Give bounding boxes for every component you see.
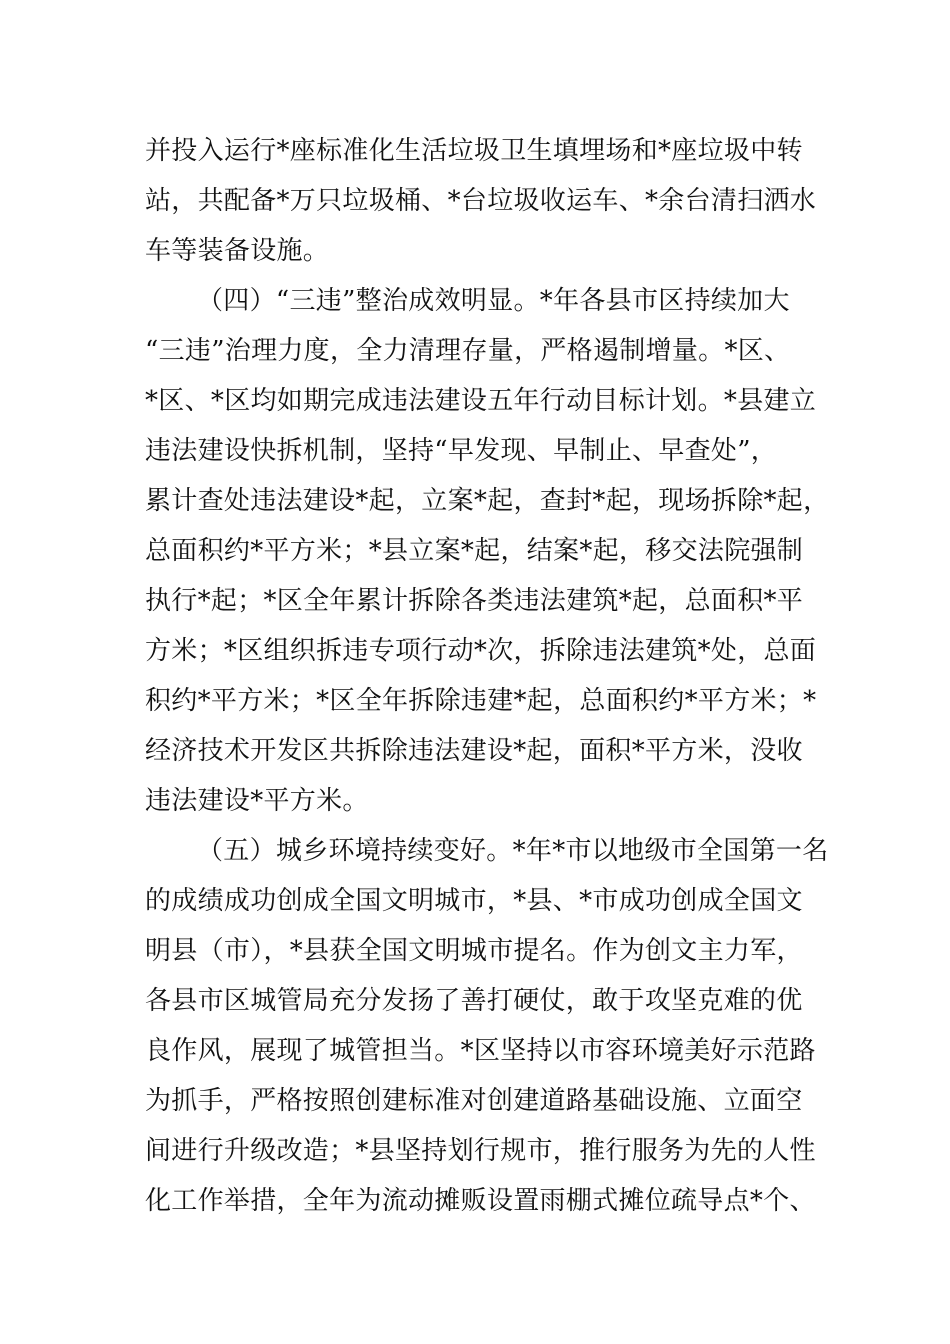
text-line: 化工作举措，全年为流动摊贩设置雨棚式摊位疏导点*个、 <box>145 1186 816 1216</box>
section-heading-line: （四）“三违”整治成效明显。*年各县市区持续加大 <box>197 286 790 316</box>
section-heading-line: （五）城乡环境持续变好。*年*市以地级市全国第一名 <box>197 836 829 866</box>
body-text <box>145 126 830 1226</box>
text-line: 明县（市），*县获全国文明城市提名。作为创文主力军， <box>145 936 803 966</box>
text-line: 违法建设*平方米。 <box>145 786 369 816</box>
text-line: 的成绩成功创成全国文明城市，*县、*市成功创成全国文 <box>145 886 803 916</box>
text-line: 经济技术开发区共拆除违法建设*起，面积*平方米，没收 <box>145 736 803 766</box>
text-line: 累计查处违法建设*起，立案*起，查封*起，现场拆除*起， <box>145 486 830 516</box>
text-line: 为抓手，严格按照创建标准对创建道路基础设施、立面空 <box>145 1086 803 1116</box>
text-line: 方米；*区组织拆违专项行动*次，拆除违法建筑*处，总面 <box>145 636 817 666</box>
text-line: 各县市区城管局充分发扬了善打硬仗，敢于攻坚克难的优 <box>145 986 803 1016</box>
text-line: 执行*起；*区全年累计拆除各类违法建筑*起，总面积*平 <box>145 586 804 616</box>
text-line: “三违”治理力度，全力清理存量，严格遏制增量。*区、 <box>145 336 791 366</box>
text-line: 间进行升级改造；*县坚持划行规市，推行服务为先的人性 <box>145 1136 816 1166</box>
text-line: 良作风，展现了城管担当。*区坚持以市容环境美好示范路 <box>145 1036 816 1066</box>
text-line: 并投入运行*座标准化生活垃圾卫生填埋场和*座垃圾中转 <box>145 136 803 166</box>
text-line: 站，共配备*万只垃圾桶、*台垃圾收运车、*余台清扫洒水 <box>145 186 817 216</box>
text-line: 违法建设快拆机制，坚持“早发现、早制止、早查处”， <box>145 436 778 466</box>
text-line: 总面积约*平方米；*县立案*起，结案*起，移交法院强制 <box>145 536 804 566</box>
text-line: 车等装备设施。 <box>145 236 330 266</box>
text-line: 积约*平方米；*区全年拆除违建*起，总面积约*平方米；* <box>145 686 817 716</box>
text-line: *区、*区均如期完成违法建设五年行动目标计划。*县建立 <box>145 386 817 416</box>
